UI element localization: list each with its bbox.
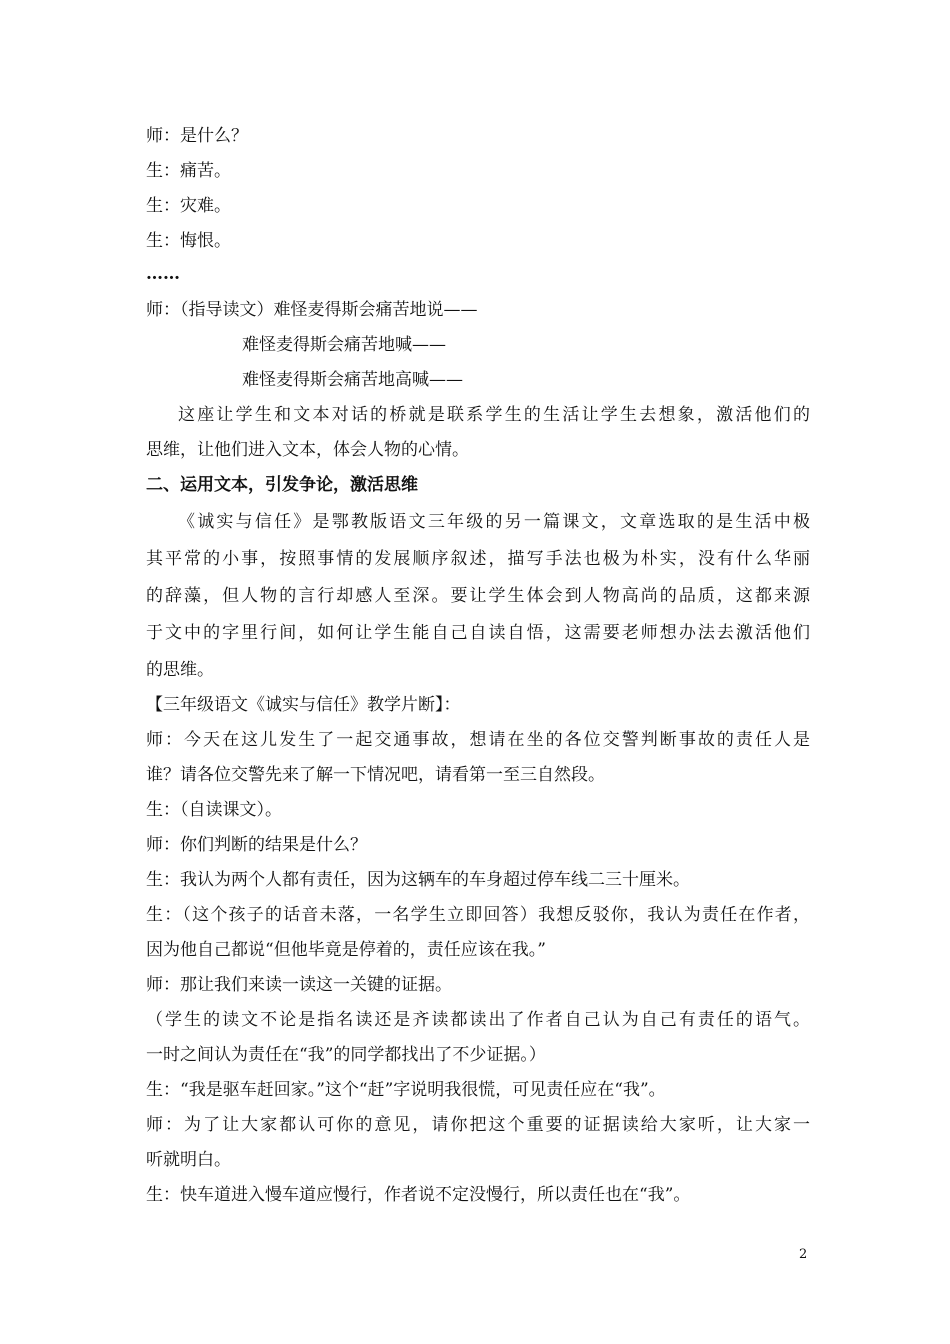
dialogue-line: 师：你们判断的结果是什么？: [146, 835, 367, 855]
dialogue-line: 生：我认为两个人都有责任，因为这辆车的车身超过停车线二三十厘米。: [146, 870, 690, 890]
dialogue-line: 因为他自己都说“但他毕竟是停着的，责任应该在我。”: [146, 940, 546, 960]
dialogue-line: 生：快车道进入慢车道应慢行，作者说不定没慢行，所以责任也在“我”。: [146, 1185, 691, 1205]
excerpt-title: 【三年级语文《诚实与信任》教学片断】：: [146, 695, 461, 715]
page-number: 2: [799, 1247, 808, 1262]
dialogue-line: 生：（这个孩子的话音未落，一名学生立即回答）我想反驳你，我认为责任在作者，: [146, 905, 810, 925]
paragraph-line: 其平常的小事，按照事情的发展顺序叙述，描写手法也极为朴实，没有什么华丽: [146, 549, 810, 569]
section-heading: 二、运用文本，引发争论，激活思维: [146, 475, 418, 495]
dialogue-line: 师：为了让大家都认可你的意见，请你把这个重要的证据读给大家听，让大家一: [146, 1115, 810, 1135]
paragraph-line: 于文中的字里行间，如何让学生能自己自读自悟，这需要老师想办法去激活他们: [146, 623, 810, 643]
paragraph-line: 这座让学生和文本对话的桥就是联系学生的生活让学生去想象，激活他们的: [178, 405, 810, 425]
paragraph-line: 《诚实与信任》是鄂教版语文三年级的另一篇课文，文章选取的是生活中极: [178, 512, 810, 532]
paragraph-line: 思维，让他们进入文本，体会人物的心情。: [146, 440, 469, 460]
paragraph-line: 的思维。: [146, 660, 214, 680]
reading-line: 难怪麦得斯会痛苦地高喊——: [242, 370, 463, 390]
paragraph-line: 的辞藻，但人物的言行却感人至深。要让学生体会到人物高尚的品质，这都来源: [146, 586, 810, 606]
dialogue-line: 师：今天在这儿发生了一起交通事故，想请在坐的各位交警判断事故的责任人是: [146, 730, 810, 750]
dialogue-line: 生：悔恨。: [146, 231, 231, 251]
dialogue-line: 谁？请各位交警先来了解一下情况吧，请看第一至三自然段。: [146, 765, 605, 785]
dialogue-line: 生：（自读课文）。: [146, 800, 282, 820]
reading-line: 难怪麦得斯会痛苦地喊——: [242, 335, 446, 355]
dialogue-line: 生：“我是驱车赶回家。”这个“赶”字说明我很慌，可见责任应在“我”。: [146, 1080, 666, 1100]
ellipsis: ……: [146, 264, 180, 284]
narration-line: 一时之间认为责任在“我”的同学都找出了不少证据。）: [146, 1045, 546, 1065]
dialogue-line: 生：灾难。: [146, 196, 231, 216]
dialogue-line: 师：是什么？: [146, 126, 248, 146]
dialogue-line: 师：（指导读文）难怪麦得斯会痛苦地说——: [146, 300, 478, 320]
narration-line: （学生的读文不论是指名读还是齐读都读出了作者自己认为自己有责任的语气。: [146, 1010, 810, 1030]
dialogue-line: 师：那让我们来读一读这一关键的证据。: [146, 975, 452, 995]
dialogue-line: 听就明白。: [146, 1150, 231, 1170]
dialogue-line: 生：痛苦。: [146, 161, 231, 181]
